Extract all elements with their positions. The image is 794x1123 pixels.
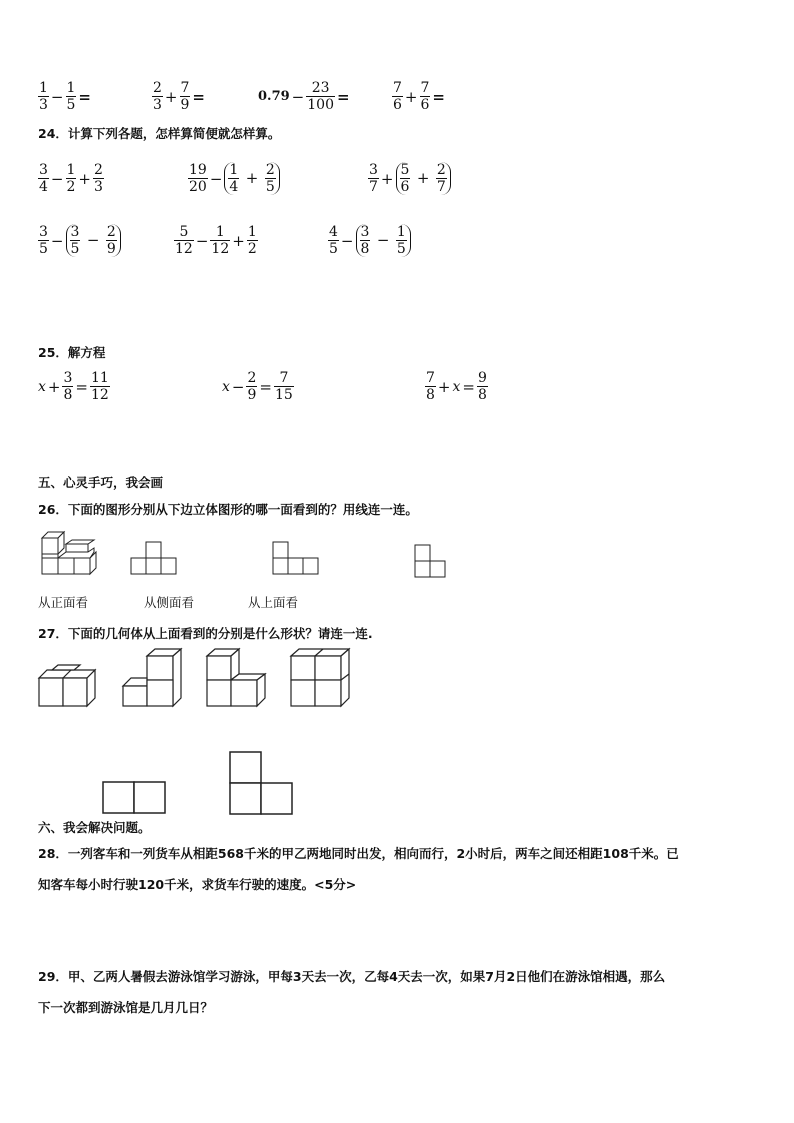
operator: = (432, 87, 445, 106)
denominator: 12 (90, 387, 109, 403)
q27-view-two-squares (102, 781, 166, 815)
fraction (392, 80, 403, 113)
denominator: 9 (180, 97, 190, 113)
q27-solid-1 (38, 664, 100, 708)
denominator: 12 (211, 241, 230, 257)
q29-line-2: 下一次都到游泳馆是几月几日？ (38, 1000, 214, 1015)
numerator: 4 (329, 224, 338, 240)
denominator: 3 (153, 97, 162, 113)
fraction (247, 224, 258, 257)
numerator: 2 (265, 162, 275, 178)
q26-view-b (272, 541, 322, 575)
fraction (180, 80, 191, 113)
fraction (152, 80, 163, 113)
variable-x: x (452, 378, 461, 395)
denominator: 4 (229, 179, 239, 195)
numerator: 3 (63, 370, 73, 386)
denominator: 5 (66, 97, 76, 113)
denominator: 2 (247, 241, 257, 257)
fraction (328, 224, 339, 257)
q24-expr-6 (328, 224, 411, 257)
operator: = (192, 87, 205, 106)
operator: + (245, 168, 259, 187)
operator: − (50, 231, 64, 250)
fraction (210, 224, 230, 257)
parentheses (396, 162, 451, 195)
q24-title: 24．计算下列各题，怎样算简便就怎样算。 (38, 126, 281, 141)
denominator: 5 (396, 241, 406, 257)
section-6-title: 六、我会解决问题。 (38, 820, 151, 835)
numerator: 2 (436, 162, 446, 178)
operator: − (50, 87, 64, 106)
fraction (400, 162, 411, 195)
numerator: 3 (369, 162, 378, 178)
numerator: 1 (66, 80, 76, 96)
fraction (274, 370, 294, 403)
fraction (106, 224, 117, 257)
fraction (420, 80, 431, 113)
q26-title: 26．下面的图形分别从下边立体图形的哪一面看到的？用线连一连。 (38, 502, 418, 517)
denominator: 8 (426, 387, 435, 403)
numerator: 2 (247, 370, 257, 386)
operator: + (78, 169, 91, 188)
variable-x: x (38, 378, 46, 395)
fraction (174, 224, 194, 257)
fraction (246, 370, 257, 403)
variable-x: x (222, 378, 230, 395)
denominator: 6 (393, 97, 402, 113)
operator: + (380, 169, 394, 188)
denominator: 7 (436, 179, 446, 195)
denominator: 9 (106, 241, 116, 257)
operator: = (259, 377, 272, 396)
denominator: 3 (39, 97, 48, 113)
q25-title: 25．解方程 (38, 345, 106, 360)
denominator: 6 (420, 97, 430, 113)
numerator: 7 (180, 80, 190, 96)
denominator: 5 (70, 241, 80, 257)
numerator: 2 (153, 80, 162, 96)
q26-solid-figure (38, 530, 102, 578)
denominator: 8 (360, 241, 370, 257)
numerator: 7 (420, 80, 430, 96)
denominator: 8 (477, 387, 487, 403)
operator: = (462, 377, 475, 396)
q27-title: 27．下面的几何体从上面看到的分别是什么形状？请连一连. (38, 626, 373, 641)
numerator: 1 (247, 224, 257, 240)
numerator: 1 (396, 224, 406, 240)
denominator: 6 (400, 179, 410, 195)
operator: − (86, 230, 100, 249)
fraction (425, 370, 436, 403)
numerator: 19 (189, 162, 207, 178)
q28-line-1: 28．一列客车和一列货车从相距568千米的甲乙两地同时出发，相向而行，2小时后，两车之间还相距108千米。已 (38, 846, 679, 861)
fraction (70, 224, 81, 257)
operator: − (231, 377, 245, 396)
parentheses (356, 224, 411, 257)
numerator: 2 (106, 224, 116, 240)
q27-solid-3 (206, 648, 268, 708)
numerator: 7 (426, 370, 435, 386)
q27-solid-2 (122, 648, 184, 708)
numerator: 7 (274, 370, 294, 387)
denominator: 100 (307, 97, 334, 113)
numerator: 11 (90, 370, 109, 386)
denominator: 5 (329, 241, 338, 257)
parentheses (66, 224, 121, 257)
numerator: 1 (66, 162, 76, 178)
row1-expr-2 (152, 80, 207, 113)
operator: = (336, 87, 350, 106)
operator: = (78, 87, 91, 106)
fraction (188, 162, 208, 195)
operator: + (232, 231, 245, 250)
numerator: 1 (39, 80, 48, 96)
row1-expr-1 (38, 80, 93, 113)
fraction (38, 224, 49, 257)
denominator: 15 (274, 387, 293, 403)
q24-expr-3 (368, 162, 451, 195)
fraction (306, 80, 335, 113)
fraction (265, 162, 276, 195)
numerator: 7 (393, 80, 402, 96)
section-5-title: 五、心灵手巧，我会画 (38, 475, 164, 490)
denominator: 12 (175, 241, 193, 257)
q26-label-front: 从正面看 (38, 595, 89, 610)
q28-line-2: 知客车每小时行驶120千米，求货车行驶的速度。<5分> (38, 877, 357, 892)
fraction (93, 162, 104, 195)
row1-expr-3: 0.79 − $\frac{23}{100}$ = (258, 80, 350, 113)
fraction (228, 162, 239, 195)
fraction (436, 162, 447, 195)
operator: − (195, 231, 209, 250)
operator: + (404, 87, 418, 106)
numerator: 3 (39, 162, 48, 178)
q29-line-1: 29．甲、乙两人暑假去游泳馆学习游泳，甲每3天去一次，乙每4天去一次，如果7月2日他们在游泳馆相遇，那么 (38, 969, 666, 984)
q24-expr-5 (174, 224, 258, 257)
operator: + (437, 377, 451, 396)
numerator: 23 (306, 80, 335, 97)
q27-view-l-shape (229, 751, 293, 815)
fraction (360, 224, 371, 257)
parentheses (224, 162, 279, 195)
q26-label-top: 从上面看 (248, 595, 299, 610)
numerator: 3 (70, 224, 80, 240)
row1-expr-4 (392, 80, 447, 113)
fraction (62, 370, 73, 403)
operator: − (50, 169, 64, 188)
fraction (38, 162, 49, 195)
q26-view-a (130, 541, 180, 575)
numerator: 3 (39, 224, 48, 240)
denominator: 4 (39, 179, 48, 195)
operator: + (416, 168, 430, 187)
denominator: 9 (247, 387, 257, 403)
q25-equation-2 (222, 370, 294, 403)
fraction (90, 370, 110, 403)
q24-expr-4 (38, 224, 121, 257)
denominator: 3 (94, 179, 103, 195)
numerator: 5 (400, 162, 410, 178)
denominator: 5 (265, 179, 275, 195)
numerator: 1 (229, 162, 239, 178)
fraction (368, 162, 379, 195)
operator: + (47, 377, 61, 396)
fraction (66, 162, 77, 195)
denominator: 7 (369, 179, 378, 195)
denominator: 8 (63, 387, 73, 403)
operator: − (291, 87, 305, 106)
denominator: 2 (66, 179, 76, 195)
operator: − (376, 230, 390, 249)
operator: = (75, 377, 88, 396)
numerator: 5 (174, 224, 194, 241)
q24-expr-1 (38, 162, 104, 195)
q25-equation-3 (425, 370, 488, 403)
denominator: 5 (39, 241, 48, 257)
fraction (38, 80, 49, 113)
numerator: 2 (94, 162, 103, 178)
numerator: 1 (210, 224, 230, 241)
fraction (66, 80, 77, 113)
fraction (396, 224, 407, 257)
q25-equation-1 (38, 370, 110, 403)
operator: − (340, 231, 354, 250)
numerator: 3 (360, 224, 370, 240)
numerator: 9 (477, 370, 487, 386)
q26-label-side: 从侧面看 (144, 595, 195, 610)
fraction (477, 370, 488, 403)
q26-view-c (414, 544, 448, 578)
q24-expr-2 (188, 162, 280, 195)
operator: + (164, 87, 178, 106)
operator: − (209, 169, 223, 188)
denominator: 20 (189, 179, 207, 195)
q27-solid-4 (290, 648, 352, 708)
